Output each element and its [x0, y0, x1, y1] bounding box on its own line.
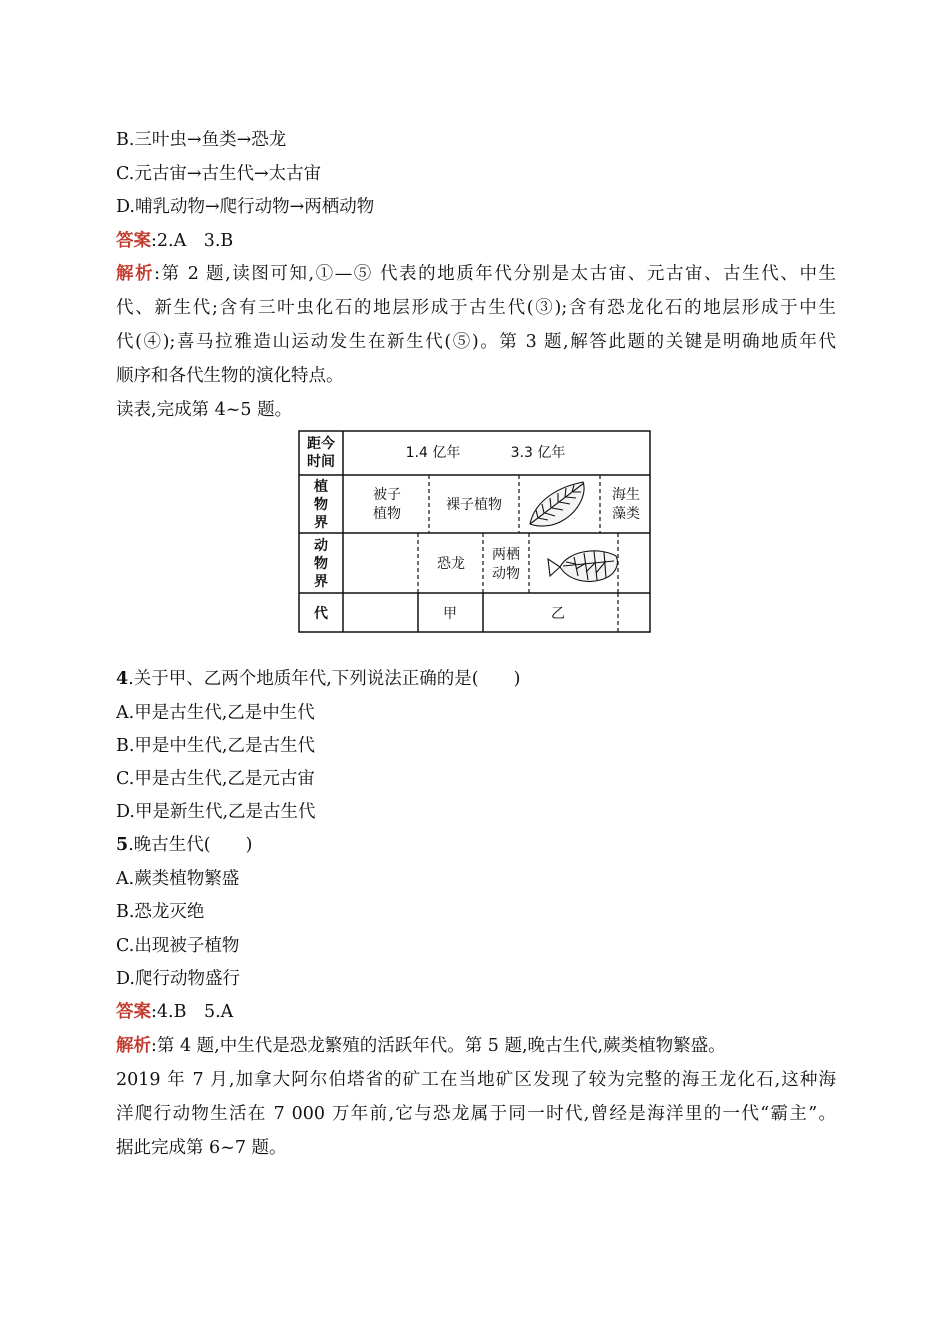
passage-line: 2019 年 7 月,加拿大阿尔伯塔省的矿工在当地矿区发现了较为完整的海王龙化石,这种海: [116, 1070, 836, 1090]
plant-cell-algae-1: 海生: [612, 487, 640, 503]
analysis-text: :第 4 题,中生代是恐龙繁殖的活跃年代。第 5 题,晚古生代,蕨类植物繁盛。: [151, 1036, 726, 1056]
row-header-time-1: 距今: [307, 436, 335, 452]
question-5-option-a: A.蕨类植物繁盛: [116, 869, 240, 889]
analysis-line: 顺序和各代生物的演化特点。: [116, 366, 344, 386]
question-5-option-d: D.爬行动物盛行: [116, 969, 240, 989]
animal-cell-amphibian-1: 两栖: [492, 547, 520, 563]
time-label-2: 3.3 亿年: [510, 445, 566, 461]
row-header-plant-3: 界: [314, 515, 328, 531]
analysis-line-2: [116, 1034, 836, 1058]
era-cell-yi: 乙: [551, 606, 565, 622]
option-b-prev: B.三叶虫→鱼类→恐龙: [116, 130, 287, 150]
question-5-stem: [116, 833, 836, 857]
question-4-stem: [116, 667, 836, 691]
fern-leaf-icon: [530, 482, 584, 526]
analysis-line: 代、新生代;含有三叶虫化石的地层形成于古生代(③);含有恐龙化石的地层形成于中生: [116, 298, 836, 318]
answer-text: :2.A 3.B: [151, 231, 234, 251]
question-4-option-c: C.甲是古生代,乙是元古宙: [116, 769, 315, 789]
answer-text: :4.B 5.A: [151, 1002, 234, 1022]
question-5-option-c: C.出现被子植物: [116, 936, 240, 956]
option-d-prev: D.哺乳动物→爬行动物→两栖动物: [116, 197, 375, 217]
row-header-animal-2: 物: [314, 556, 328, 572]
analysis-line: 代(④);喜马拉雅造山运动发生在新生代(⑤)。第 3 题,解答此题的关键是明确地质年代: [116, 332, 836, 352]
row-header-plant-2: 物: [314, 497, 328, 513]
row-header-animal-3: 界: [314, 574, 328, 590]
row-header-era: 代: [314, 606, 328, 622]
answer-line-1: [116, 229, 836, 253]
time-label-1: 1.4 亿年: [405, 445, 461, 461]
question-4-option-d: D.甲是新生代,乙是古生代: [116, 802, 316, 822]
row-header-time-2: 时间: [307, 454, 335, 470]
passage-line: 据此完成第 6~7 题。: [116, 1138, 287, 1158]
row-header-plant-1: 植: [314, 479, 328, 495]
analysis-line: [116, 262, 836, 286]
plant-cell-algae-2: 藻类: [612, 506, 640, 522]
fish-icon: [548, 551, 617, 582]
plant-cell-angiosperm-1: 被子: [373, 487, 401, 503]
row-header-animal-1: 动: [314, 538, 328, 554]
analysis-label: 解析: [116, 1036, 151, 1056]
analysis-text: :第 2 题,读图可知,①—⑤ 代表的地质年代分别是太古宙、元古宙、古生代、中生: [154, 264, 837, 284]
table-border: [299, 431, 650, 632]
option-c-prev: C.元古宙→古生代→太古宙: [116, 164, 322, 184]
question-4-number: 4: [116, 669, 129, 689]
era-cell-jia: 甲: [443, 606, 457, 622]
passage-line: 洋爬行动物生活在 7 000 万年前,它与恐龙属于同一时代,曾经是海洋里的一代“霸主”。: [116, 1104, 836, 1124]
question-5-number: 5: [116, 835, 129, 855]
analysis-label: 解析: [116, 264, 155, 284]
question-5-text: .晚古生代( ): [128, 835, 253, 855]
plant-cell-angiosperm-2: 植物: [373, 506, 401, 522]
geologic-table-figure: [298, 430, 652, 634]
animal-cell-dinosaur: 恐龙: [437, 556, 465, 572]
animal-cell-amphibian-2: 动物: [492, 566, 520, 582]
intro-text: 读表,完成第 4~5 题。: [116, 400, 293, 420]
answer-label: 答案: [116, 1002, 151, 1022]
question-4-option-b: B.甲是中生代,乙是古生代: [116, 736, 315, 756]
question-4-text: .关于甲、乙两个地质年代,下列说法正确的是( ): [128, 669, 521, 689]
plant-cell-gymnosperm: 裸子植物: [446, 497, 502, 513]
question-4-option-a: A.甲是古生代,乙是中生代: [116, 703, 315, 723]
answer-label: 答案: [116, 231, 151, 251]
question-5-option-b: B.恐龙灭绝: [116, 902, 205, 922]
answer-line-2: [116, 1000, 836, 1024]
